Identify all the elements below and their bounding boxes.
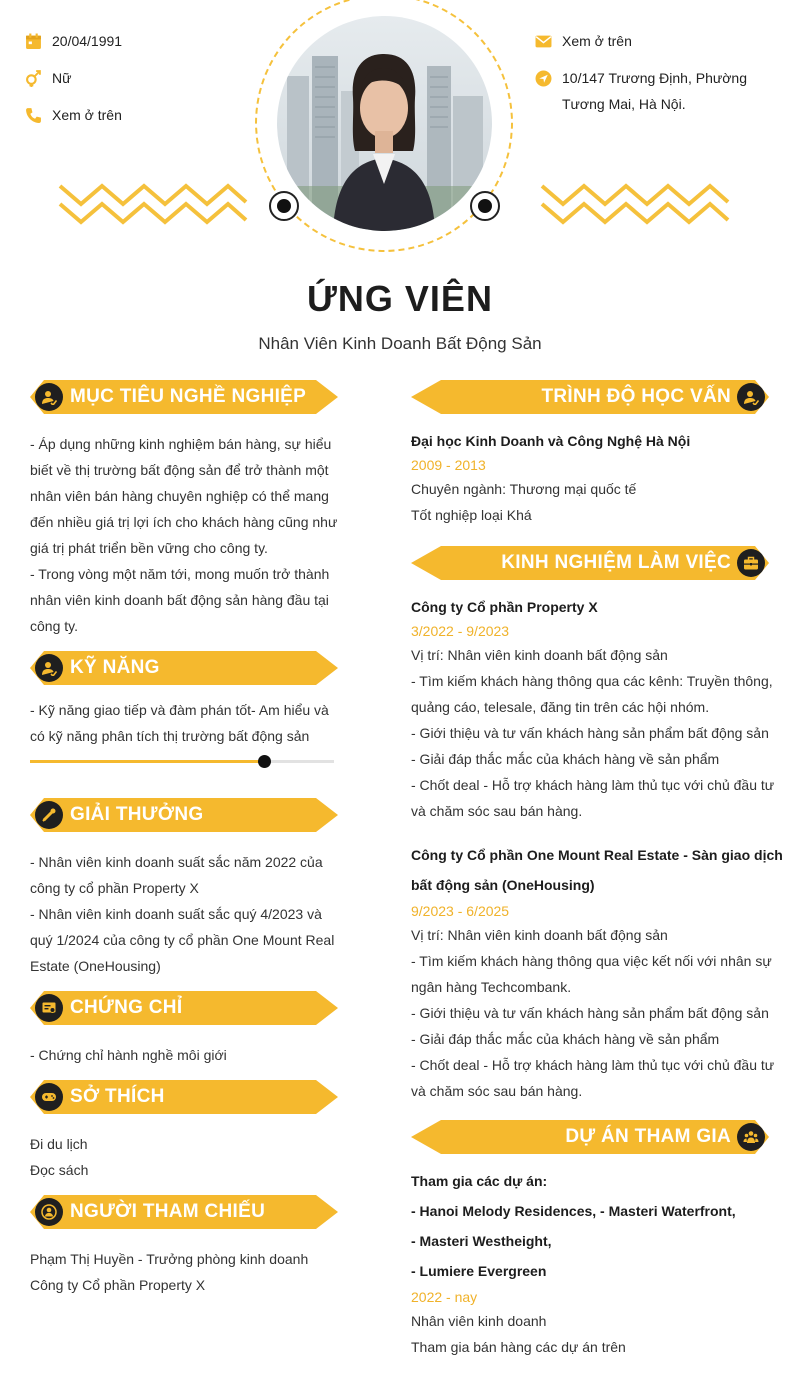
certificate-icon: [35, 994, 63, 1022]
phone-icon: [24, 102, 42, 128]
section-header-certificates: [30, 991, 338, 1025]
contact-gender: Nữ: [24, 65, 71, 91]
job-company-line2: bất động sản (OneHousing): [411, 877, 595, 893]
section-title: SỞ THÍCH: [70, 1086, 165, 1107]
projects-text: Tham gia các dự án: - Hanoi Melody Residences, - Masteri Waterfront, - Masteri Westheight, - Lumiere Evergreen 2022 - nay Nhân viên kinh doanh Tham gia bán hàng các dự án trên: [411, 1173, 736, 1355]
references-text: Phạm Thị Huyền - Trưởng phòng kinh doanh Công ty Cổ phần Property X: [30, 1251, 309, 1293]
job-date: 3/2022 - 9/2023: [411, 623, 510, 639]
contact-birthdate: 20/04/1991: [24, 28, 122, 54]
candidate-role: Nhân Viên Kinh Doanh Bất Động Sản: [258, 334, 542, 353]
section-title: CHỨNG CHỈ: [70, 997, 183, 1018]
project-date: 2022 - nay: [411, 1289, 478, 1305]
skill-level-fill: [30, 760, 264, 763]
avatar-dot-left: [269, 191, 299, 221]
skills-text: - Kỹ năng giao tiếp và đàm phán tốt- Am hiểu và có kỹ năng phân tích thị trường bất động sản: [30, 702, 329, 744]
education-text: Đại học Kinh Doanh và Công Nghệ Hà Nội 2009 - 2013 Chuyên ngành: Thương mại quốc tế Tốt nghiệp loại Khá: [411, 428, 690, 528]
team-icon: [737, 1123, 765, 1151]
gender-icon: [24, 65, 42, 91]
section-title: MỤC TIÊU NGHỀ NGHIỆP: [70, 386, 307, 407]
contact-phone: Xem ở trên: [24, 102, 122, 128]
skills-icon: [35, 654, 63, 682]
career-goal-icon: [35, 383, 63, 411]
candidate-name: ỨNG VIÊN: [307, 278, 493, 319]
location-icon: [534, 65, 552, 91]
section-title: DỰ ÁN THAM GIA: [565, 1126, 731, 1147]
job-entry: Công ty Cổ phần One Mount Real Estate - Sàn giao dịch bất động sản (OneHousing) 9/2023 - 6/2025 Vị trí: Nhân viên kinh doanh bất động sản - Tìm kiếm khách hàng thông qua việc kết nối với nhân sự ngân hàng Techcombank. - Giới thiệu và tư vấn khách hàng sản phẩm bất động sản - Giải đáp thắc mắc của khách hàng về sản phẩm - Chốt deal - Hỗ trợ khách hàng làm thủ tục với chủ đầu tư và chăm sóc sau bán hàng.: [411, 840, 783, 1104]
education-date: 2009 - 2013: [411, 457, 486, 473]
contact-address: 10/147 Trương Định, Phường Tương Mai, Hà Nội.: [534, 65, 747, 117]
section-header-references: [30, 1195, 338, 1229]
briefcase-icon: [737, 549, 765, 577]
section-title: NGƯỜI THAM CHIẾU: [70, 1201, 266, 1222]
zigzag-left-decoration: [58, 180, 248, 234]
avatar-dot-right: [470, 191, 500, 221]
section-header-skills: [30, 651, 338, 685]
section-header-projects: [411, 1120, 769, 1154]
zigzag-right-decoration: [540, 180, 730, 234]
award-icon: [35, 801, 63, 829]
section-title: TRÌNH ĐỘ HỌC VẤN: [541, 386, 731, 407]
job-company: Công ty Cổ phần One Mount Real Estate - Sàn giao dịch: [411, 847, 783, 863]
job-entry: Công ty Cổ phần Property X 3/2022 - 9/2023 Vị trí: Nhân viên kinh doanh bất động sản - Tìm kiếm khách hàng thông qua các kênh: Truyền thông, quảng cáo, telesale, đăng tin trên các hội nhóm. - Giới thiệu và tư vấn khách hàng sản phẩm bất động sản - Giải đáp thắc mắc của khách hàng về sản phẩm - Chốt deal - Hỗ trợ khách hàng làm thủ tục với chủ đầu tư và chăm sóc sau bán hàng.: [411, 594, 774, 824]
gamepad-icon: [35, 1083, 63, 1111]
job-date: 9/2023 - 6/2025: [411, 903, 510, 919]
reference-person-icon: [35, 1198, 63, 1226]
section-title: GIẢI THƯỞNG: [70, 804, 204, 825]
certificates-text: - Chứng chỉ hành nghề môi giới: [30, 1047, 227, 1063]
section-header-awards: [30, 798, 338, 832]
awards-text: - Nhân viên kinh doanh suất sắc năm 2022 của công ty cổ phần Property X - Nhân viên kinh doanh suất sắc quý 4/2023 và quý 1/2024 của công ty cổ phần One Mount Real Estate (OneHousing): [30, 854, 335, 974]
skill-level-knob: [258, 755, 271, 768]
calendar-icon: [24, 28, 42, 54]
job-company: Công ty Cổ phần Property X: [411, 599, 598, 615]
mail-icon: [534, 28, 552, 54]
section-header-hobbies: [30, 1080, 338, 1114]
section-title: KINH NGHIỆM LÀM VIỆC: [501, 552, 731, 573]
section-header-objective: [30, 380, 338, 414]
section-header-education: [411, 380, 769, 414]
skill-level-bar: [30, 760, 334, 763]
objective-text: - Áp dụng những kinh nghiệm bán hàng, sự hiểu biết về thị trường bất động sản để trở thành một nhân viên bán hàng chuyên nghiệp có thể mang đến nhiều giá trị lợi ích cho khách hàng cũng như giá trị phát triển bền vững cho công ty. - Trong vòng một năm tới, mong muốn trở thành nhân viên kinh doanh bất động sản hàng đầu tại công ty.: [30, 436, 338, 634]
contact-email: Xem ở trên: [534, 28, 632, 54]
hobbies-text: Đi du lịch Đọc sách: [30, 1136, 89, 1178]
avatar: [277, 16, 492, 231]
section-header-experience: [411, 546, 769, 580]
school-name: Đại học Kinh Doanh và Công Nghệ Hà Nội: [411, 433, 691, 449]
section-title: KỸ NĂNG: [70, 657, 160, 678]
education-icon: [737, 383, 765, 411]
